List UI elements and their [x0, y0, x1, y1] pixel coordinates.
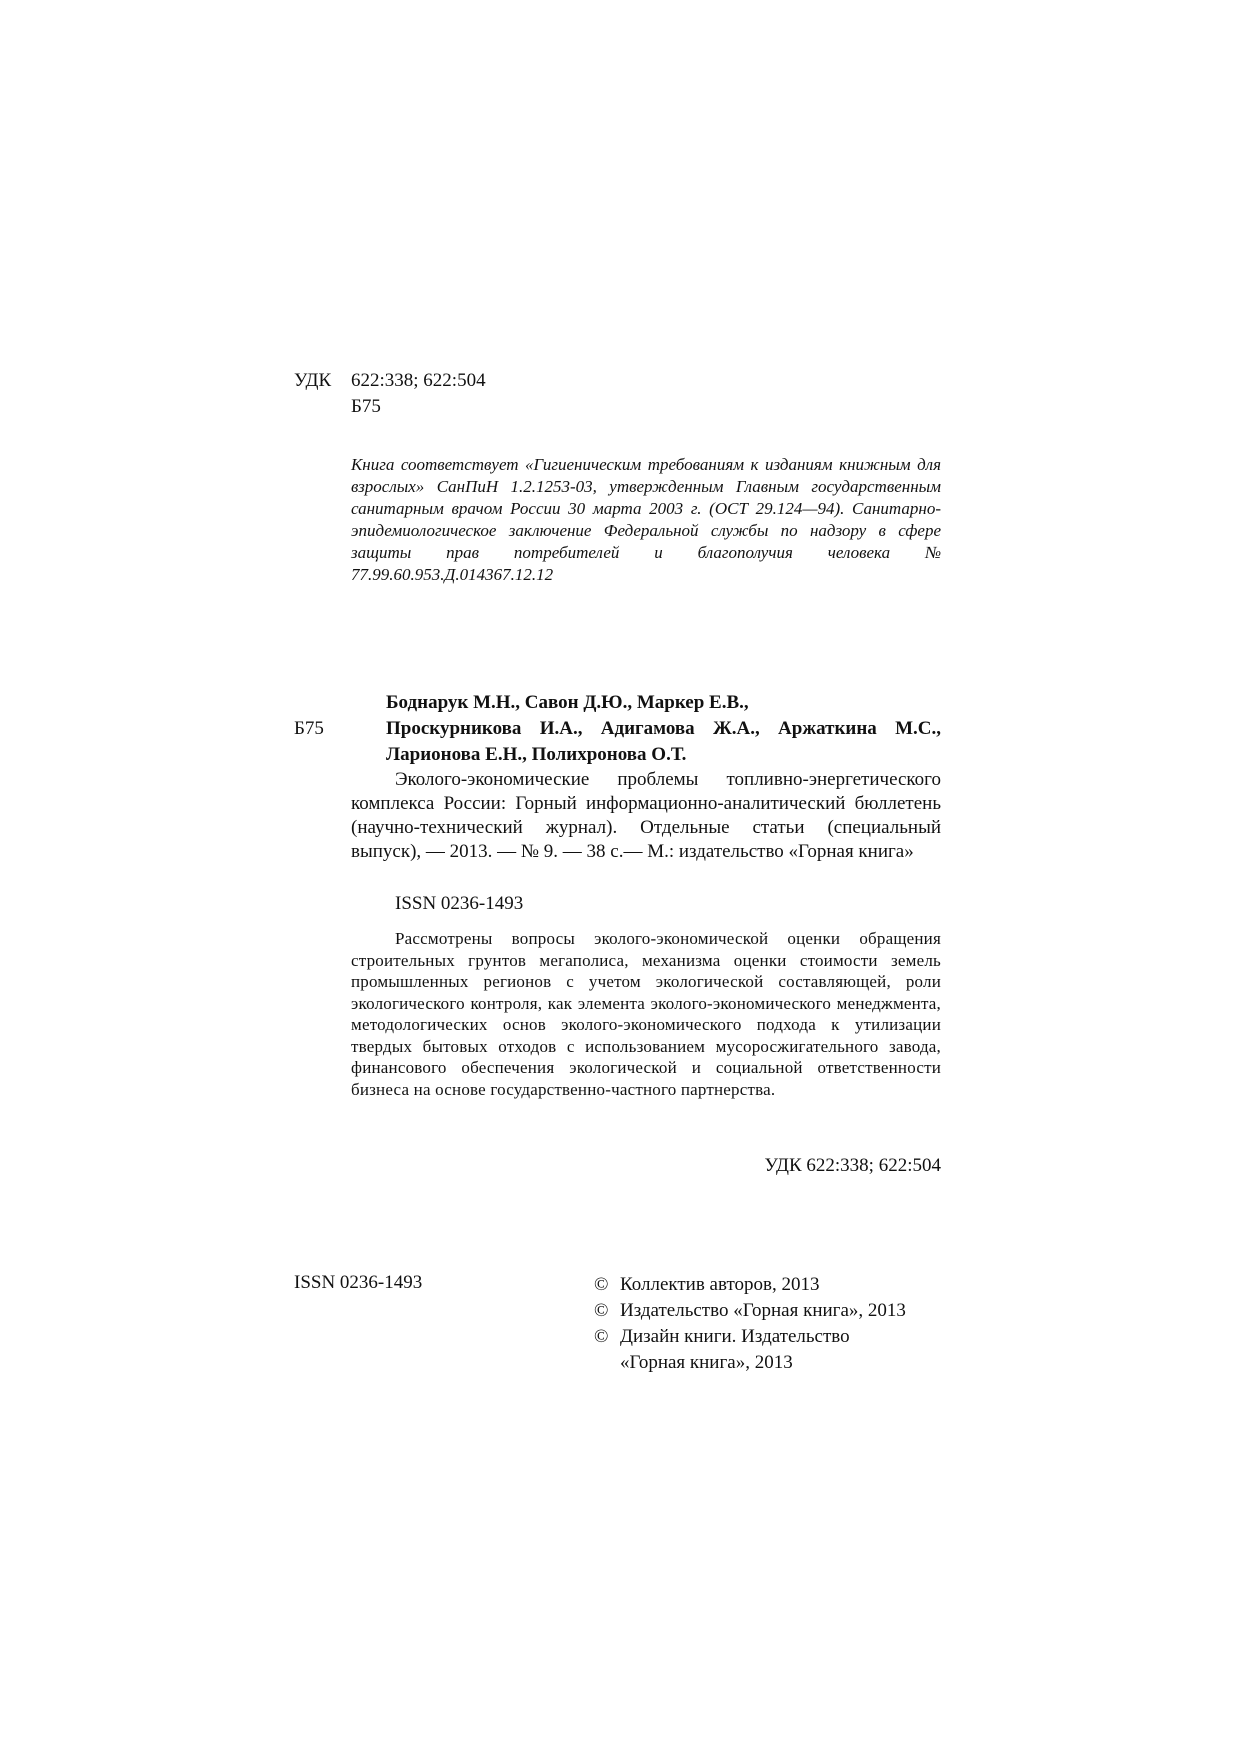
udk-label: УДК [294, 370, 332, 391]
copyright-icon: © [594, 1326, 609, 1347]
footer-issn: ISSN 0236-1493 [294, 1272, 423, 1293]
copyright-row [594, 1272, 954, 1298]
authors-line: Проскурникова И.А., Адигамова Ж.А., Аржаткина М.С., [386, 718, 941, 739]
copyright-text: Коллектив авторов, 2013 [620, 1274, 820, 1295]
author-sign-code: Б75 [351, 396, 381, 417]
bibliographic-description: Эколого-экономические проблемы топливно-энергетического комплекса России: Горный информационно-аналитический бюллетень (научно-технический журнал). Отдельные статьи (специальный выпуск), — 2013. — № 9. — 38 с.— М.: издательство «Горная книга» [351, 769, 941, 862]
card-udk: УДК 622:338; 622:504 [764, 1155, 941, 1176]
card-issn: ISSN 0236-1493 [395, 893, 524, 914]
abstract: Рассмотрены вопросы эколого-экономической оценки обращения строительных грунтов мегаполиса, механизма оценки стоимости земель промышленных регионов с учетом экологической составляющей, роли экологического контроля, как элемента эколого-экономического менеджмента, методологических основ эколого-экономического подхода к утилизации твердых бытовых отходов с использованием мусоросжигательного завода, финансового обеспечения экологической и социальной ответственности бизнеса на основе государственно-частного партнерства. [351, 929, 941, 1099]
copyright-continuation: «Горная книга», 2013 [620, 1352, 793, 1373]
authors-line: Ларионова Е.Н., Полихронова О.Т. [386, 744, 687, 765]
copyright-icon: © [594, 1300, 609, 1321]
card-author-sign-code: Б75 [294, 718, 324, 739]
copyright-row [594, 1324, 954, 1350]
udk-value: 622:338; 622:504 [351, 370, 486, 391]
sanitary-notice: Книга соответствует «Гигиеническим требованиям к изданиям книжным для взрослых» СанПиН 1.2.1253-03, утвержденным Главным государственным санитарным врачом России 30 марта 2003 г. (ОСТ 29.124—94). Санитарно-эпидемиологическое заключение Федеральной службы по надзору в сфере защиты прав потребителей и благополучия человека № 77.99.60.953.Д.014367.12.12 [351, 455, 941, 584]
copyright-text: Дизайн книги. Издательство [620, 1326, 850, 1347]
copyright-text: Издательство «Горная книга», 2013 [620, 1300, 906, 1321]
authors-list [386, 690, 941, 768]
copyright-row [594, 1298, 954, 1324]
authors-line: Боднарук М.Н., Савон Д.Ю., Маркер Е.В., [386, 692, 749, 713]
copyright-block [594, 1272, 954, 1376]
copyright-icon: © [594, 1274, 609, 1295]
